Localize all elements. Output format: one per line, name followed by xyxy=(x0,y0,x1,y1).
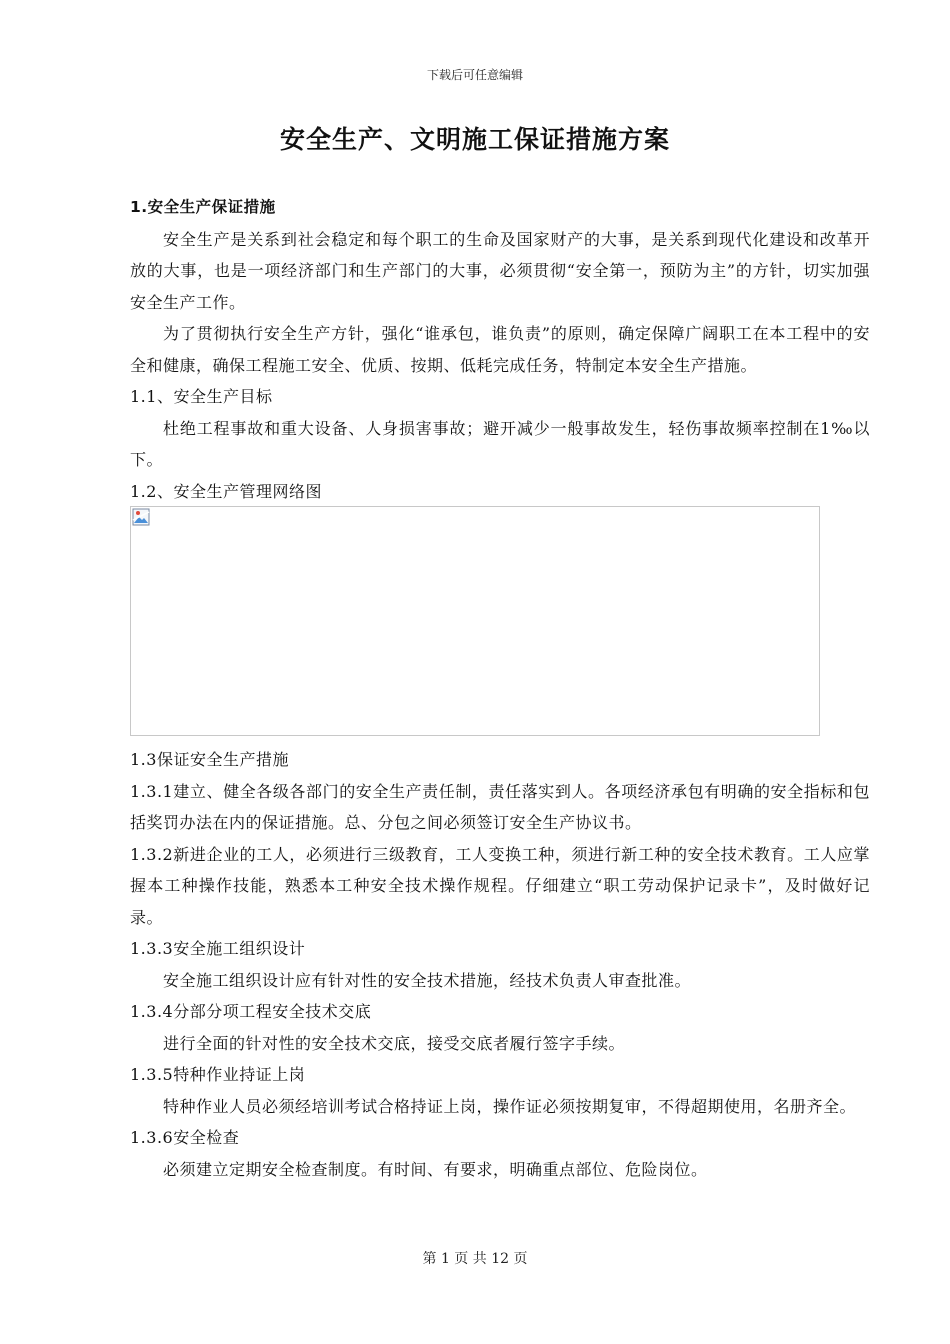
paragraph: 必须建立定期安全检查制度。有时间、有要求，明确重点部位、危险岗位。 xyxy=(163,1159,708,1179)
paragraph: 特种作业人员必须经培训考试合格持证上岗，操作证必须按期复审，不得超期使用，名册齐全。 xyxy=(163,1096,857,1116)
subsection-heading: 1.3.3安全施工组织设计 xyxy=(130,939,306,958)
paragraph: 安全施工组织设计应有针对性的安全技术措施，经技术负责人审查批准。 xyxy=(163,970,692,990)
subsection-heading: 1.3.5特种作业持证上岗 xyxy=(130,1065,306,1084)
paragraph: 为了贯彻执行安全生产方针，强化“谁承包，谁负责”的原则，确定保障广阔职工在本工程中的安全和健康，确保工程施工安全、优质、按期、低耗完成任务，特制定本安全生产措施。 xyxy=(130,324,870,375)
section-heading: 1.安全生产保证措施 xyxy=(130,198,276,216)
subsection-heading: 1.3保证安全生产措施 xyxy=(130,750,289,769)
subsection-heading: 1.3.6安全检查 xyxy=(130,1128,240,1147)
subsection-heading: 1.3.4分部分项工程安全技术交底 xyxy=(130,1002,372,1021)
paragraph: 安全生产是关系到社会稳定和每个职工的生命及国家财产的大事，是关系到现代化建设和改革开放的大事，也是一项经济部门和生产部门的大事，必须贯彻“安全第一，预防为主”的方针，切实加强安全生产工作。 xyxy=(130,229,870,312)
page-footer: 第 1 页 共 12 页 xyxy=(422,1251,528,1267)
paragraph: 1.3.2新进企业的工人，必须进行三级教育，工人变换工种，须进行新工种的安全技术教育。工人应掌握本工种操作技能，熟悉本工种安全技术操作规程。仔细建立“职工劳动保护记录卡”，及时做好记录。 xyxy=(130,844,870,927)
subsection-heading: 1.1、安全生产目标 xyxy=(130,387,273,406)
document-body xyxy=(130,192,870,1185)
broken-image-icon xyxy=(132,508,150,526)
paragraph: 1.3.1建立、健全各级各部门的安全生产责任制，责任落实到人。各项经济承包有明确的安全指标和包括奖罚办法在内的保证措施。总、分包之间必须签订安全生产协议书。 xyxy=(130,781,870,832)
paragraph: 进行全面的针对性的安全技术交底，接受交底者履行签字手续。 xyxy=(163,1033,626,1053)
paragraph: 杜绝工程事故和重大设备、人身损害事故；避开减少一般事故发生，轻伤事故频率控制在1‰以下。 xyxy=(130,418,870,469)
document-title: 安全生产、文明施工保证措施方案 xyxy=(279,125,670,154)
header-note: 下载后可任意编辑 xyxy=(426,68,523,82)
network-diagram-placeholder xyxy=(130,506,820,736)
subsection-heading: 1.2、安全生产管理网络图 xyxy=(130,481,322,501)
